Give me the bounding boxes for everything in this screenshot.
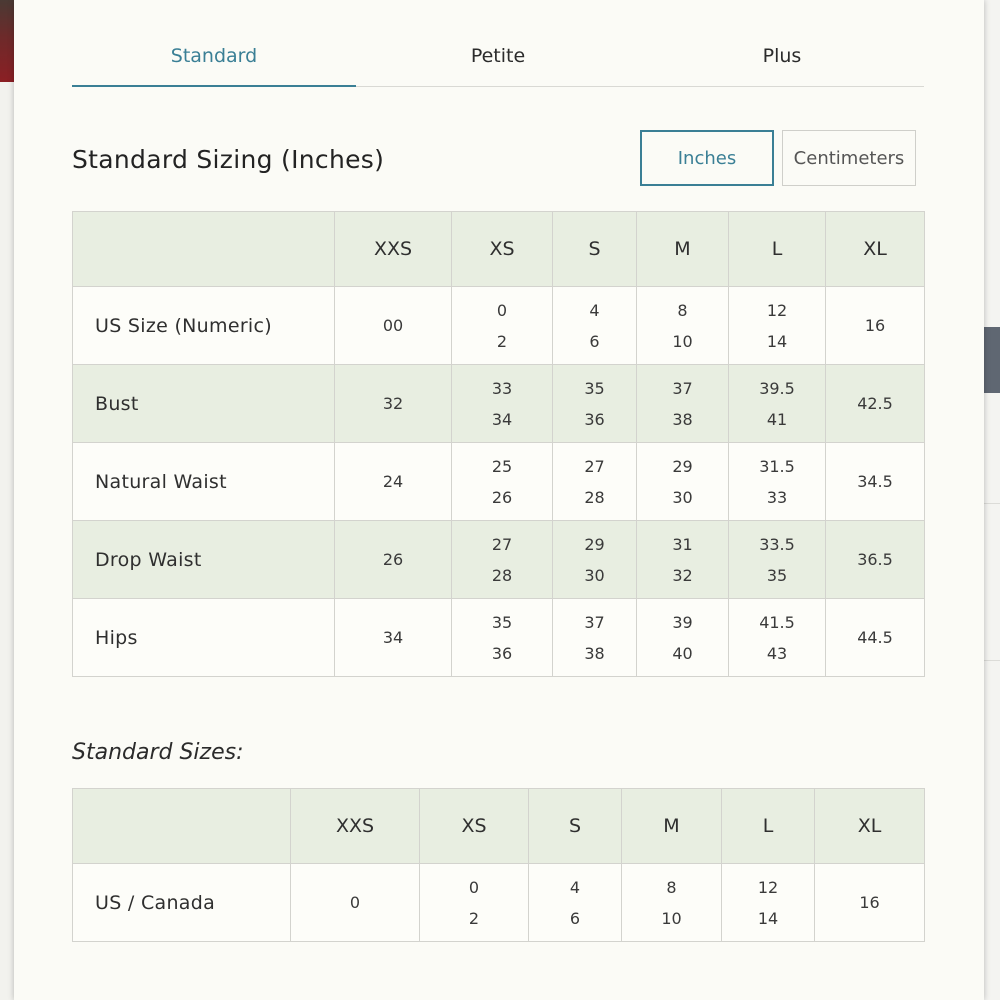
table-cell: 00 [335, 287, 452, 365]
table-cell: 42.5 [826, 365, 925, 443]
table-cell: 26 [335, 521, 452, 599]
table-cell: 29 30 [637, 443, 729, 521]
table-cell: 12 14 [729, 287, 826, 365]
backdrop-divider [984, 660, 1000, 661]
column-header-xl: XL [826, 212, 925, 287]
tab-petite[interactable]: Petite [470, 45, 526, 67]
table-cell: 34 [335, 599, 452, 677]
backdrop-dark-strip [984, 327, 1000, 393]
row-label-bust: Bust [73, 365, 335, 443]
table-cell: 0 2 [420, 864, 529, 942]
table-cell: 16 [815, 864, 925, 942]
table-cell: 39 40 [637, 599, 729, 677]
size-category-tabs [72, 30, 924, 87]
inches-button[interactable]: Inches [640, 130, 774, 186]
table-cell: 0 [291, 864, 420, 942]
table-cell: 8 10 [622, 864, 722, 942]
section-title: Standard Sizing (Inches) [72, 145, 385, 174]
table-cell: 33 34 [452, 365, 553, 443]
table-cell: 36.5 [826, 521, 925, 599]
table-cell: 35 36 [452, 599, 553, 677]
table-cell: 37 38 [553, 599, 637, 677]
table-header-row [73, 789, 925, 864]
unit-toggle [640, 130, 916, 186]
table-cell: 31 32 [637, 521, 729, 599]
table-row [73, 365, 925, 443]
table-header-row [73, 212, 925, 287]
column-header-l: L [729, 212, 826, 287]
table-cell: 4 6 [553, 287, 637, 365]
table-cell: 32 [335, 365, 452, 443]
row-label-drop-waist: Drop Waist [73, 521, 335, 599]
table-row [73, 521, 925, 599]
column-header-s: S [553, 212, 637, 287]
sizing-measurements-table [72, 211, 925, 677]
backdrop-right [984, 0, 1000, 1000]
column-header-l: L [722, 789, 815, 864]
column-header-s: S [529, 789, 622, 864]
table-cell: 37 38 [637, 365, 729, 443]
table-row [73, 864, 925, 942]
column-header-empty [73, 789, 291, 864]
table-cell: 0 2 [452, 287, 553, 365]
table-cell: 33.5 35 [729, 521, 826, 599]
size-chart-modal [14, 0, 984, 1000]
backdrop-divider [984, 503, 1000, 504]
row-label-us-canada: US / Canada [73, 864, 291, 942]
centimeters-button[interactable]: Centimeters [782, 130, 916, 186]
backdrop-left [0, 0, 14, 1000]
table-cell: 4 6 [529, 864, 622, 942]
row-label-natural-waist: Natural Waist [73, 443, 335, 521]
row-label-hips: Hips [73, 599, 335, 677]
column-header-xxs: XXS [335, 212, 452, 287]
table-row [73, 443, 925, 521]
backdrop-photo [0, 0, 14, 82]
table-cell: 16 [826, 287, 925, 365]
row-label-us-size: US Size (Numeric) [73, 287, 335, 365]
table-cell: 8 10 [637, 287, 729, 365]
table-cell: 29 30 [553, 521, 637, 599]
standard-sizes-heading: Standard Sizes: [72, 740, 244, 765]
table-cell: 34.5 [826, 443, 925, 521]
table-cell: 39.5 41 [729, 365, 826, 443]
table-cell: 35 36 [553, 365, 637, 443]
table-row [73, 287, 925, 365]
table-cell: 27 28 [553, 443, 637, 521]
column-header-empty [73, 212, 335, 287]
table-cell: 27 28 [452, 521, 553, 599]
table-cell: 31.5 33 [729, 443, 826, 521]
table-cell: 24 [335, 443, 452, 521]
tab-standard[interactable]: Standard [72, 30, 356, 86]
table-row [73, 599, 925, 677]
column-header-xl: XL [815, 789, 925, 864]
column-header-m: M [637, 212, 729, 287]
tab-plus[interactable]: Plus [762, 45, 802, 67]
table-cell: 12 14 [722, 864, 815, 942]
table-cell: 25 26 [452, 443, 553, 521]
table-cell: 44.5 [826, 599, 925, 677]
standard-sizes-table [72, 788, 925, 942]
column-header-xs: XS [452, 212, 553, 287]
table-cell: 41.5 43 [729, 599, 826, 677]
column-header-xs: XS [420, 789, 529, 864]
column-header-xxs: XXS [291, 789, 420, 864]
column-header-m: M [622, 789, 722, 864]
